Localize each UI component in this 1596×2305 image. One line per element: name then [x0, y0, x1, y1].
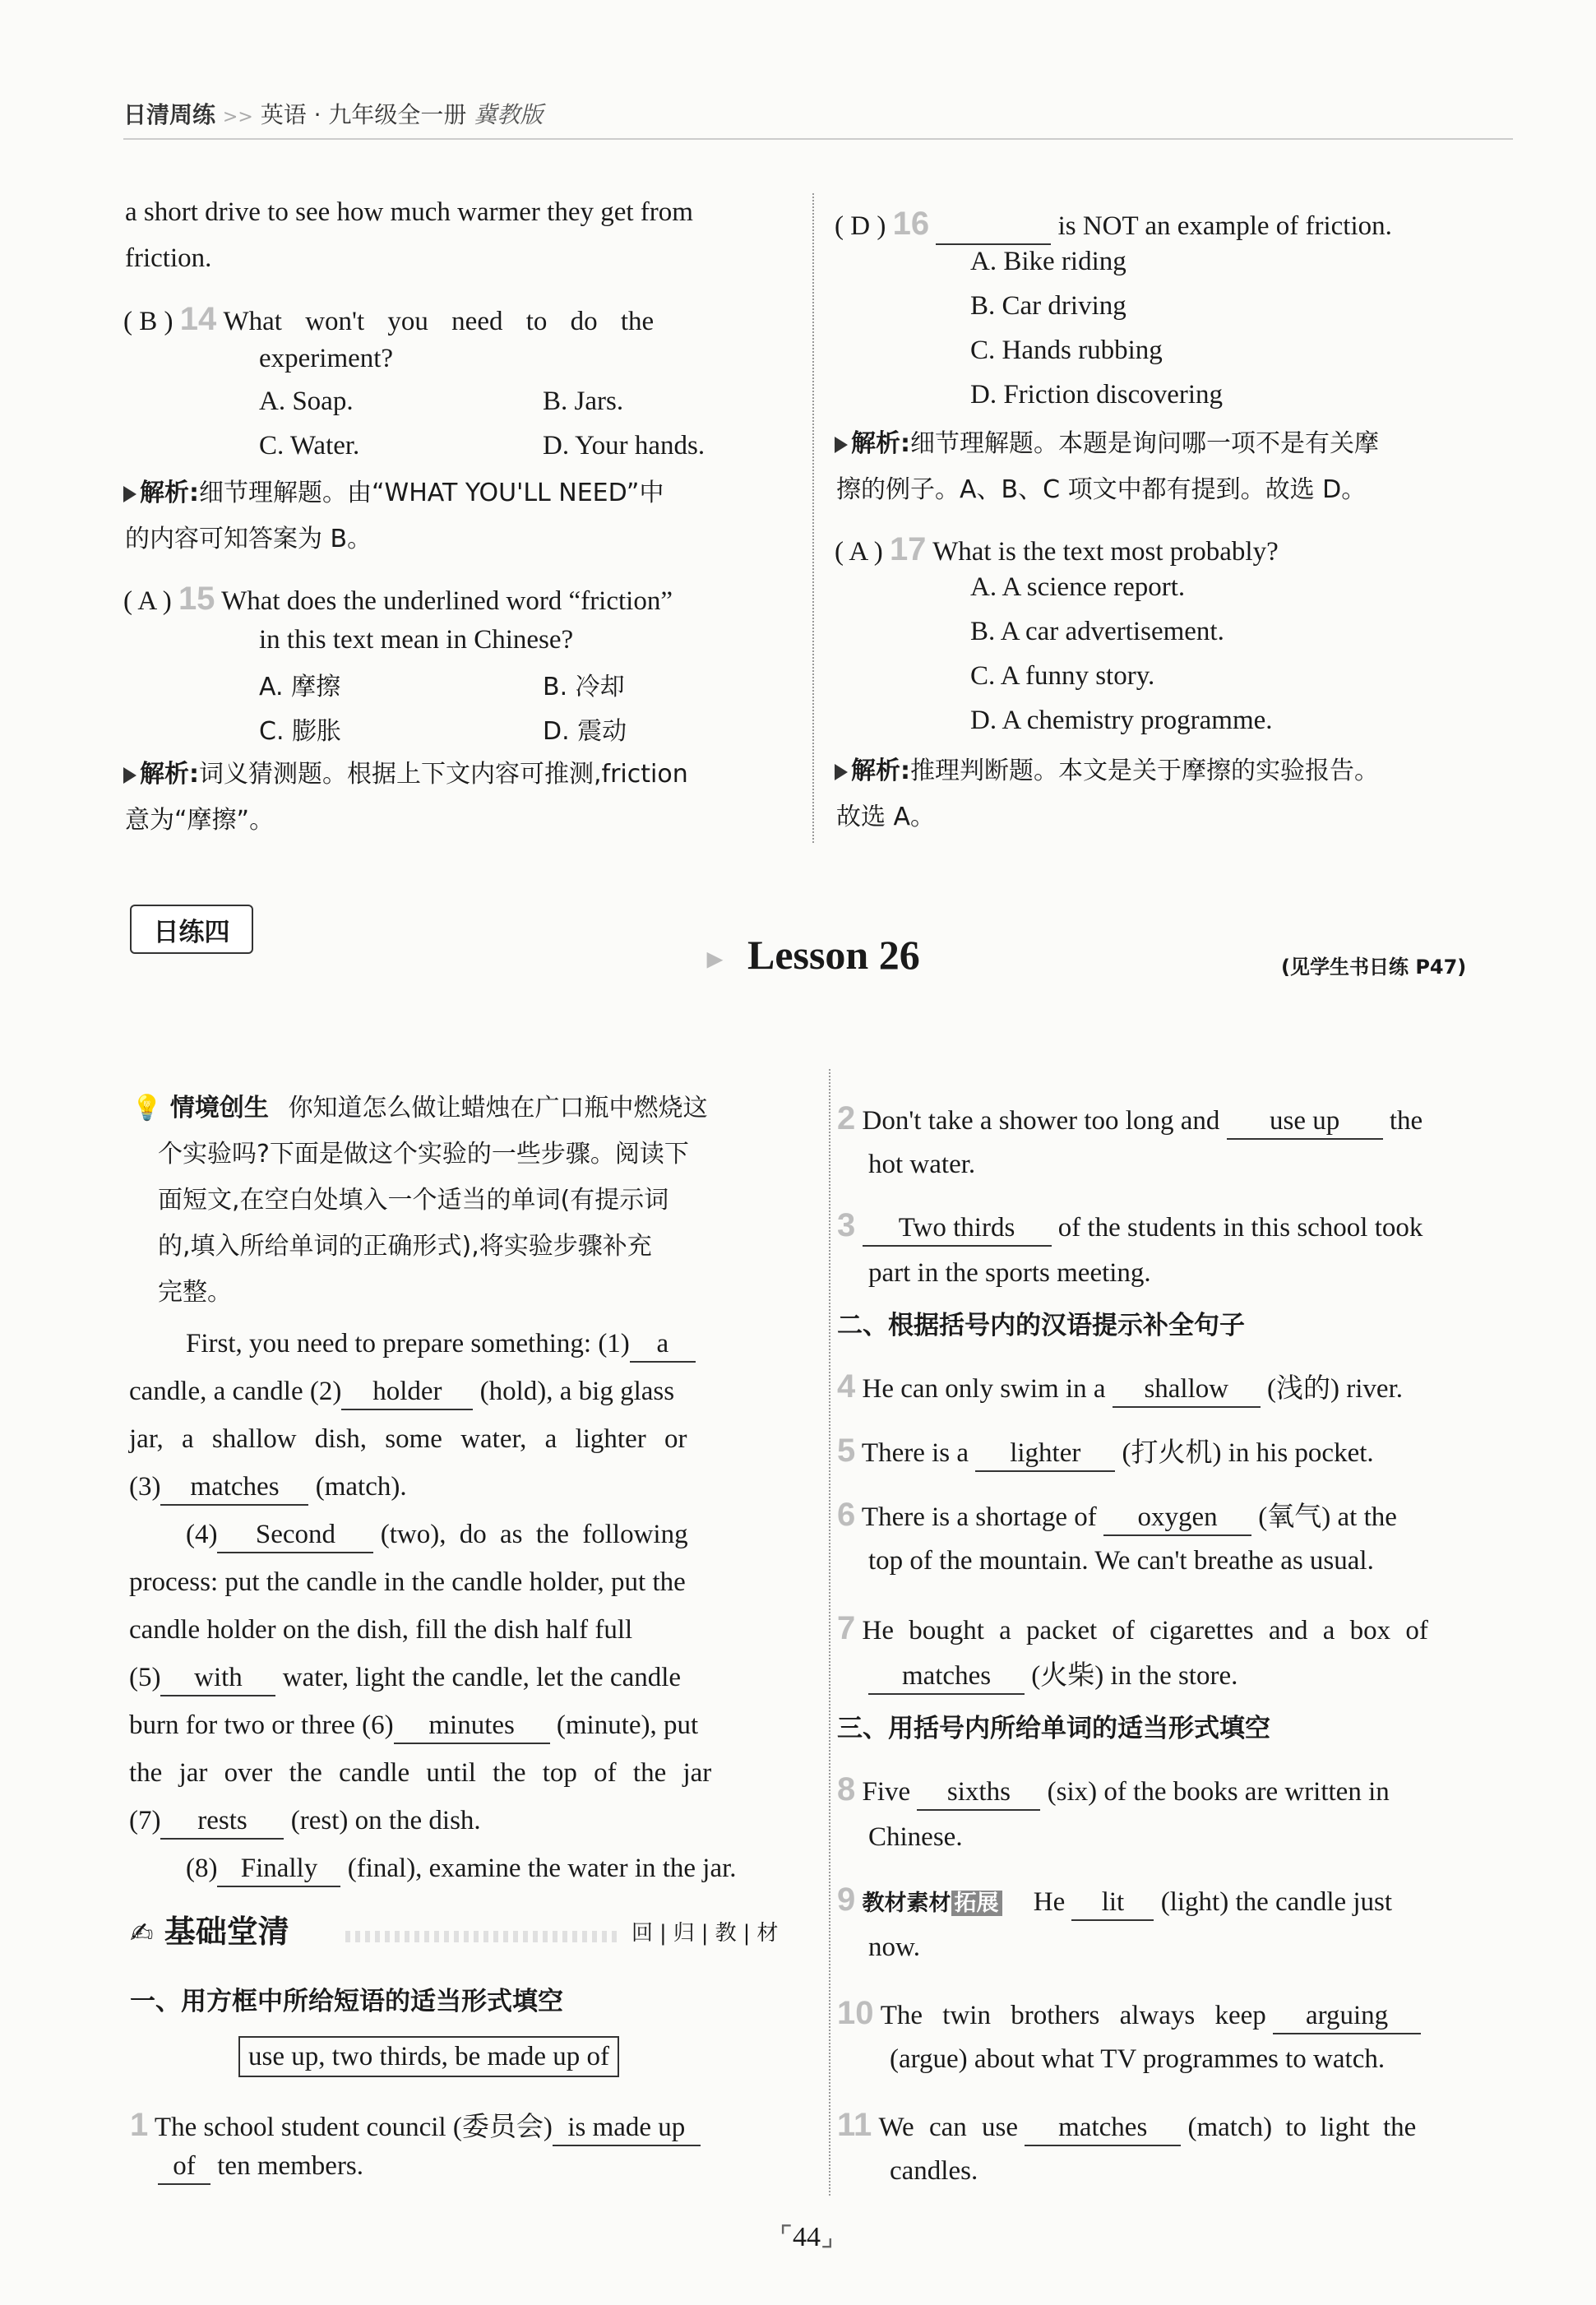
q16-option-d: D. Friction discovering: [970, 380, 1224, 410]
q7: 7 He bought a packet of cigarettes and a box of: [837, 1610, 1428, 1646]
blank-5: with: [160, 1661, 275, 1696]
q3-cont: part in the sports meeting.: [868, 1258, 1151, 1288]
q11: 11 We can use matches (match) to light the: [837, 2097, 1416, 2153]
q17-option-d: D. A chemistry programme.: [970, 706, 1273, 735]
passage-line-11: (7) rests (rest) on the dish.: [129, 1798, 481, 1844]
q17-option-a: A. A science report.: [970, 572, 1186, 602]
passage-line-5: (4) Second (two), do as the following: [186, 1511, 688, 1557]
play-arrow-icon: ▶: [707, 949, 723, 971]
blank-3: matches: [160, 1470, 308, 1506]
triangle-icon: [835, 437, 848, 453]
q14-option-c: C. Water.: [259, 431, 360, 461]
context-intro: 💡 情境创生 你知道怎么做让蜡烛在广口瓶中燃烧这: [132, 1094, 708, 1122]
passage-line-3: jar, a shallow dish, some water, a lighter or: [129, 1424, 687, 1454]
q9: 9 教材素材 拓展 He lit (light) the candle just: [837, 1872, 1392, 1928]
blank-4: Second: [217, 1518, 373, 1553]
q9-blank: lit: [1071, 1886, 1154, 1921]
passage-line-8: (5) with water, light the candle, let the candle: [129, 1655, 681, 1701]
blank-7: rests: [160, 1804, 284, 1840]
basics-title: ✍ 基础堂清: [130, 1914, 289, 1950]
q16-stem: ( D ) 16 is NOT an example of friction.: [835, 196, 1392, 252]
header-arrow: >>: [222, 107, 253, 127]
q16-option-b: B. Car driving: [970, 291, 1126, 321]
q14-number: 14: [179, 301, 217, 337]
q1: 1 The school student council (委员会) is made up: [130, 2097, 701, 2153]
blank-2: holder: [341, 1375, 473, 1410]
q10: 10 The twin brothers always keep arguing: [837, 1985, 1421, 2041]
section-3-heading: 三、用括号内所给单词的适当形式填空: [837, 1714, 1270, 1743]
q2-cont: hot water.: [868, 1150, 976, 1179]
q14-explanation-cont: 的内容可知答案为 B。: [125, 525, 372, 553]
context-intro-4: 的,填入所给单词的正确形式),将实验步骤补充: [158, 1232, 652, 1261]
q16-explanation-cont: 擦的例子。A、B、C 项文中都有提到。故选 D。: [836, 475, 1367, 504]
page-number: ⌜44⌟: [779, 2222, 834, 2252]
lightbulb-icon: 💡: [132, 1094, 163, 1122]
context-intro-3: 面短文,在空白处填入一个适当的单词(有提示词: [158, 1186, 669, 1215]
passage-line-9: burn for two or three (6) minutes (minute), put: [129, 1702, 698, 1748]
q5-blank: lighter: [975, 1437, 1115, 1472]
q15-stem: ( A ) 15 What does the underlined word “friction”: [123, 581, 673, 617]
phrase-box: use up, two thirds, be made up of: [238, 2036, 619, 2077]
triangle-icon: [123, 767, 136, 784]
q4-blank: shallow: [1113, 1372, 1261, 1408]
q15-option-a: A. 摩擦: [259, 673, 341, 701]
q15-number: 15: [178, 581, 215, 617]
pen-check-icon: ✍: [130, 1917, 154, 1950]
q10-cont: (argue) about what TV programmes to watch.: [890, 2044, 1386, 2074]
q6: 6 There is a shortage of oxygen (氧气) at the: [837, 1487, 1397, 1543]
q17-explanation: 解析:推理判断题。本文是关于摩擦的实验报告。: [835, 748, 1379, 794]
q8: 8 Five sixths (six) of the books are written in: [837, 1761, 1390, 1817]
q5: 5 There is a lighter (打火机) in his pocket.: [837, 1423, 1374, 1479]
column-divider-top: [812, 193, 814, 843]
q16-option-c: C. Hands rubbing: [970, 336, 1163, 365]
header-rule: [123, 138, 1513, 140]
q1-blank: is made up: [553, 2111, 701, 2146]
q6-blank: oxygen: [1103, 1501, 1251, 1536]
edition: 冀教版: [474, 101, 544, 128]
passage-line-7: candle holder on the dish, fill the dish half full: [129, 1615, 633, 1645]
page-header: [123, 97, 543, 130]
q3: 3 Two thirds of the students in this school took: [837, 1197, 1423, 1253]
blank-6: minutes: [394, 1709, 550, 1744]
context-intro-2: 个实验吗?下面是做这个实验的一些步骤。阅读下: [158, 1140, 689, 1169]
q17-stem: ( A ) 17 What is the text most probably?: [835, 531, 1279, 567]
section-1-heading: 一、用方框中所给短语的适当形式填空: [130, 1987, 563, 2016]
lesson-reference: (见学生书日练 P47): [1281, 956, 1467, 979]
triangle-icon: [123, 486, 136, 502]
section-2-heading: 二、根据括号内的汉语提示补全句子: [837, 1311, 1245, 1340]
q10-blank: arguing: [1273, 1999, 1421, 2034]
q16-number: 16: [892, 206, 930, 242]
passage-continuation: a short drive to see how much warmer they get from friction.: [125, 197, 693, 274]
q1-cont: of ten members.: [158, 2143, 363, 2189]
q15-option-c: C. 膨胀: [259, 717, 342, 746]
context-intro-5: 完整。: [158, 1278, 232, 1307]
passage-line-4: (3) matches (match).: [129, 1464, 407, 1510]
q17-option-c: C. A funny story.: [970, 661, 1155, 691]
q16-blank: [936, 210, 1051, 245]
q4: 4 He can only swim in a shallow (浅的) river.: [837, 1358, 1403, 1414]
q2-blank: use up: [1227, 1104, 1383, 1140]
q1-blank-cont: of: [158, 2150, 210, 2185]
q11-cont: candles.: [890, 2156, 978, 2186]
q14-option-a: A. Soap.: [259, 386, 354, 416]
q17-explanation-cont: 故选 A。: [836, 803, 936, 831]
passage-line-1: First, you need to prepare something: (1) a: [186, 1321, 696, 1367]
q7-blank: matches: [868, 1659, 1025, 1695]
q9-cont: now.: [868, 1932, 920, 1962]
subject-title: 英语 · 九年级全一册: [260, 101, 467, 128]
q15-answer: A: [137, 586, 156, 616]
column-divider-bottom: [829, 1069, 830, 2196]
q2: 2 Don't take a shower too long and use up the: [837, 1090, 1423, 1146]
textbook-tag: 教材素材: [862, 1891, 951, 1916]
passage-line-10: the jar over the candle until the top of the jar: [129, 1758, 712, 1788]
q11-blank: matches: [1025, 2111, 1181, 2146]
q3-blank: Two thirds: [863, 1211, 1052, 1247]
q14-stem-cont: experiment?: [259, 344, 394, 373]
q8-blank: sixths: [917, 1775, 1040, 1811]
lesson-title: ▶ Lesson 26: [707, 932, 920, 978]
q15-explanation-cont: 意为“摩擦”。: [125, 806, 275, 835]
q6-cont: top of the mountain. We can't breathe as usual.: [868, 1546, 1374, 1576]
passage-line-6: process: put the candle in the candle holder, put the: [129, 1567, 686, 1597]
q15-explanation: 解析:词义猜测题。根据上下文内容可推测,friction: [123, 752, 688, 798]
q8-cont: Chinese.: [868, 1822, 963, 1852]
q14-stem: ( B ) 14 What won't you need to do the: [123, 301, 655, 337]
q15-option-b: B. 冷却: [543, 673, 625, 701]
q14-answer: B: [139, 307, 158, 336]
day-label-badge: 日练四: [130, 905, 253, 954]
blank-1: a: [630, 1327, 696, 1363]
basics-title-rule: [345, 1931, 617, 1942]
basics-tag: 回|归|教|材: [631, 1921, 785, 1946]
q16-answer: D: [850, 211, 871, 241]
q7-cont: matches (火柴) in the store.: [868, 1653, 1237, 1699]
q14-option-b: B. Jars.: [543, 386, 624, 416]
q17-option-b: B. A car advertisement.: [970, 617, 1224, 646]
q17-number: 17: [889, 531, 927, 567]
passage-line-12: (8) Finally (final), examine the water in the jar.: [186, 1845, 737, 1891]
q16-option-a: A. Bike riding: [970, 247, 1126, 276]
extension-tag: 拓展: [951, 1891, 1002, 1916]
q15-option-d: D. 震动: [543, 717, 627, 746]
q14-explanation: 解析:细节理解题。由“WHAT YOU'LL NEED”中: [123, 470, 664, 516]
passage-line-2: candle, a candle (2) holder (hold), a big glass: [129, 1368, 674, 1414]
triangle-icon: [835, 764, 848, 780]
q15-stem-cont: in this text mean in Chinese?: [259, 625, 574, 655]
blank-8: Finally: [217, 1852, 340, 1887]
q16-explanation: 解析:细节理解题。本题是询问哪一项不是有关摩: [835, 421, 1379, 467]
q14-option-d: D. Your hands.: [543, 431, 705, 461]
q17-answer: A: [849, 537, 867, 567]
series-title: 日清周练: [123, 101, 216, 128]
